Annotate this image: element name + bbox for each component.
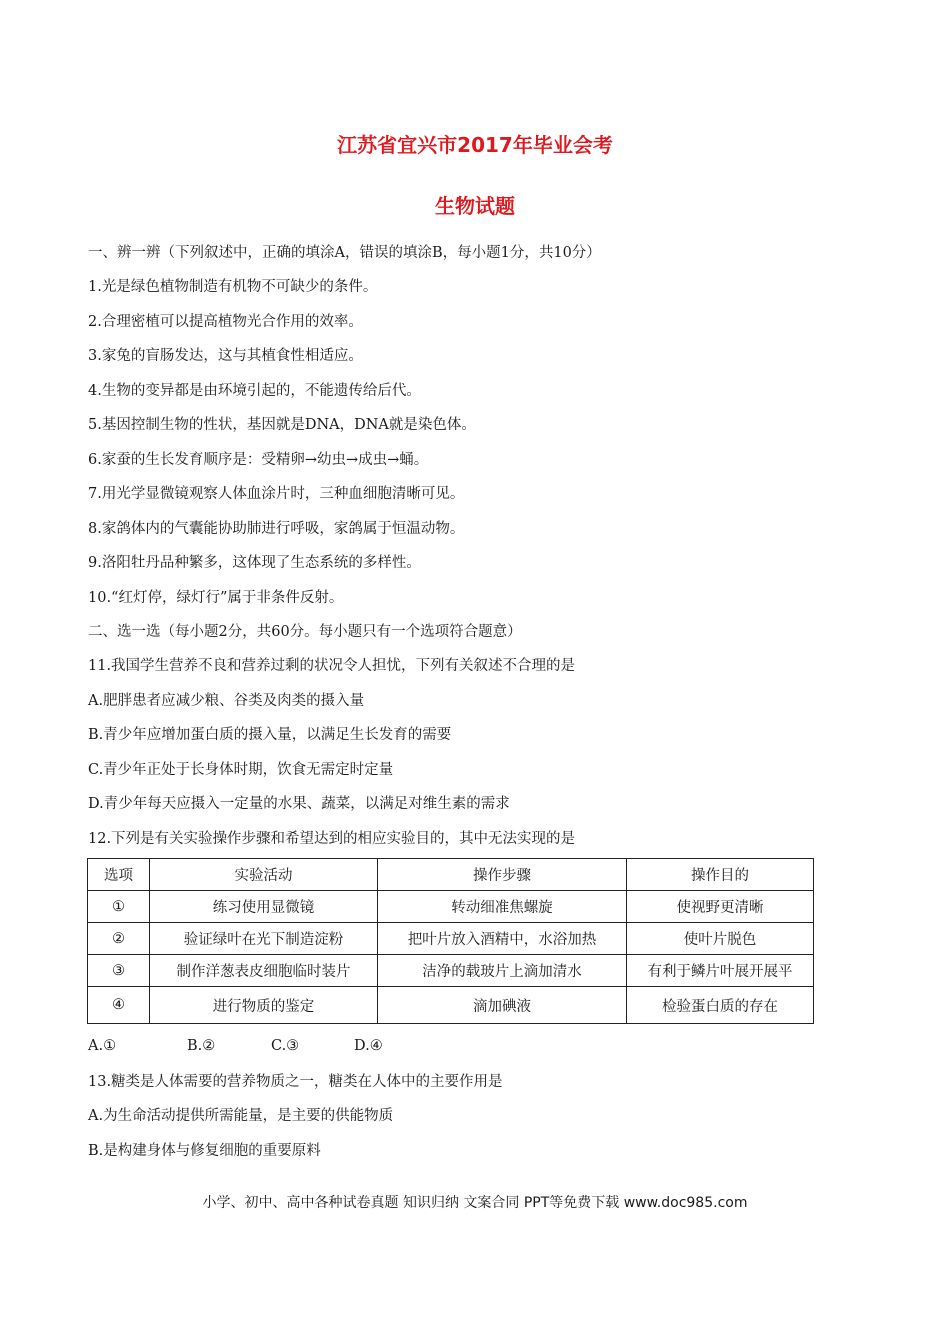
question-line: 7.用光学显微镜观察人体血涂片时，三种血细胞清晰可见。 xyxy=(88,486,465,502)
section-heading-1: 一、辨一辨（下列叙述中，正确的填涂A，错误的填涂B，每小题1分，共10分） xyxy=(88,245,601,261)
table-row xyxy=(88,987,814,1024)
answer-option-d: D.④ xyxy=(354,1038,383,1054)
page-footer: 小学、初中、高中各种试卷真题 知识归纳 文案合同 PPT等免费下载 www.doc985.com xyxy=(202,1195,748,1211)
table-cell: 检验蛋白质的存在 xyxy=(627,987,814,1024)
question-line: 2.合理密植可以提高植物光合作用的效率。 xyxy=(88,314,363,330)
question-line: 8.家鸽体内的气囊能协助肺进行呼吸，家鸽属于恒温动物。 xyxy=(88,521,465,537)
table-cell: 把叶片放入酒精中，水浴加热 xyxy=(378,923,627,955)
option-line: C.青少年正处于长身体时期，饮食无需定时定量 xyxy=(88,762,394,778)
table-cell: 有利于鳞片叶展开展平 xyxy=(627,955,814,987)
answer-option-a: A.① xyxy=(88,1038,117,1054)
table-cell: 转动细准焦螺旋 xyxy=(378,891,627,923)
table-cell: ④ xyxy=(88,987,150,1024)
question-line: 3.家兔的盲肠发达，这与其植食性相适应。 xyxy=(88,348,363,364)
table-cell: 洁净的载玻片上滴加清水 xyxy=(378,955,627,987)
question-line: 4.生物的变异都是由环境引起的，不能遗传给后代。 xyxy=(88,383,421,399)
table-cell: 练习使用显微镜 xyxy=(150,891,378,923)
table-header-cell: 操作目的 xyxy=(627,859,814,891)
question-line: 11.我国学生营养不良和营养过剩的状况令人担忧，下列有关叙述不合理的是 xyxy=(88,658,576,674)
option-line: B.青少年应增加蛋白质的摄入量，以满足生长发育的需要 xyxy=(88,727,452,743)
table-cell: 使叶片脱色 xyxy=(627,923,814,955)
option-line: A.为生命活动提供所需能量，是主要的供能物质 xyxy=(88,1108,394,1124)
question-line: 13.糖类是人体需要的营养物质之一，糖类在人体中的主要作用是 xyxy=(88,1074,503,1090)
page-title: 江苏省宜兴市2017年毕业会考 xyxy=(337,133,613,157)
option-line: A.肥胖患者应减少粮、谷类及肉类的摄入量 xyxy=(88,693,365,709)
experiment-table xyxy=(87,858,814,1024)
answer-option-b: B.② xyxy=(187,1038,216,1054)
table-cell: ② xyxy=(88,923,150,955)
question-line: 12.下列是有关实验操作步骤和希望达到的相应实验目的，其中无法实现的是 xyxy=(88,831,576,847)
table-header-cell: 操作步骤 xyxy=(378,859,627,891)
page-subtitle: 生物试题 xyxy=(435,194,515,218)
table-header-cell: 实验活动 xyxy=(150,859,378,891)
table-header-row xyxy=(88,859,814,891)
table-row xyxy=(88,923,814,955)
option-line: D.青少年每天应摄入一定量的水果、蔬菜，以满足对维生素的需求 xyxy=(88,796,510,812)
table-row xyxy=(88,891,814,923)
question-line: 1.光是绿色植物制造有机物不可缺少的条件。 xyxy=(88,279,378,295)
question-line: 6.家蚕的生长发育顺序是：受精卵→幼虫→成虫→蛹。 xyxy=(88,452,429,468)
table-cell: 验证绿叶在光下制造淀粉 xyxy=(150,923,378,955)
question-line: 5.基因控制生物的性状，基因就是DNA，DNA就是染色体。 xyxy=(88,417,476,433)
table-header-cell: 选项 xyxy=(88,859,150,891)
option-line: B.是构建身体与修复细胞的重要原料 xyxy=(88,1143,321,1159)
table-cell: 进行物质的鉴定 xyxy=(150,987,378,1024)
table-cell: 滴加碘液 xyxy=(378,987,627,1024)
table-cell: ③ xyxy=(88,955,150,987)
table-cell: 使视野更清晰 xyxy=(627,891,814,923)
table-row xyxy=(88,955,814,987)
table-cell: ① xyxy=(88,891,150,923)
table-cell: 制作洋葱表皮细胞临时装片 xyxy=(150,955,378,987)
question-line: 10.“红灯停，绿灯行”属于非条件反射。 xyxy=(88,590,344,606)
question-line: 9.洛阳牡丹品种繁多，这体现了生态系统的多样性。 xyxy=(88,555,421,571)
answer-option-c: C.③ xyxy=(271,1038,300,1054)
section-heading-2: 二、选一选（每小题2分，共60分。每小题只有一个选项符合题意） xyxy=(88,624,522,640)
